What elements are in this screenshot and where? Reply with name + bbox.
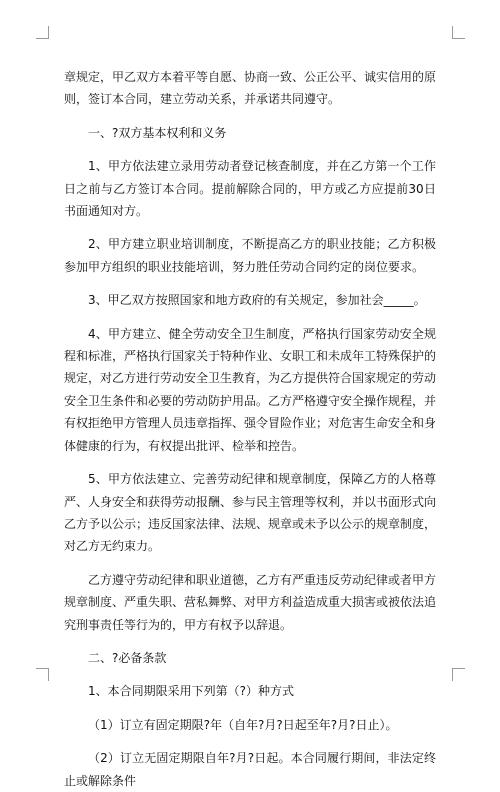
clause-5: 5、甲方依法建立、完善劳动纪律和规章制度，保障乙方的人格尊严、人身安全和获得劳动报酬、参与民主管理等权利，并以书面形式向乙方予以公示；违反国家法律、法规、规章或未予以公示的规章制度，对乙方无约束力。 [64, 472, 437, 554]
intro-paragraph: 章规定，甲乙双方本着平等自愿、协商一致、公正公平、诚实信用的原则，签订本合同，建立劳动关系，并承诺共同遵守。 [64, 70, 437, 107]
clause-2: 2、甲方建立职业培训制度，不断提高乙方的职业技能；乙方积极参加甲方组织的职业技能培训，努力胜任劳动合同约定的岗位要求。 [64, 237, 436, 274]
top-left-crop-mark [36, 26, 49, 39]
clause-5-continued: 乙方遵守劳动纪律和职业道德，乙方有严重违反劳动纪律或者甲方规章制度、严重失职、营私舞弊、对甲方利益造成重大损害或被依法追究刑事责任等行为的，甲方有权予以辞退。 [64, 572, 437, 632]
bottom-right-crop-mark [452, 668, 465, 681]
bottom-left-crop-mark [36, 668, 49, 681]
section-heading-required-terms: 二、?必备条款 [88, 650, 167, 665]
term-option-1: （1）订立有固定期限?年（自年?月?日起至年?月?日止）。 [88, 717, 398, 732]
term-option-2: （2）订立无固定期限自年?月?日起。本合同履行期间，非法定终止或解除条件 [64, 751, 436, 788]
section-heading-rights-duties: 一、?双方基本权利和义务 [88, 125, 227, 140]
top-right-crop-mark [452, 26, 465, 39]
clause-1: 1、甲方依法建立录用劳动者登记核查制度，并在乙方第一个工作日之前与乙方签订本合同。提前解除合同的，甲方或乙方应提前30日书面通知对方。 [64, 159, 436, 219]
clause-4: 4、甲方建立、健全劳动安全卫生制度，严格执行国家劳动安全规程和标准，严格执行国家关于特种作业、女职工和未成年工特殊保护的规定，对乙方进行劳动安全卫生教育，为乙方提供符合国家规定的劳动安全卫生条件和必要的劳动防护用品。乙方严格遵守安全操作规程，并有权拒绝甲方管理人员违章指挥、强令冒险作业；对危害生命安全和身体健康的行为，有权提出批评、检举和控告。 [64, 326, 437, 453]
clause-3: 3、甲乙双方按照国家和地方政府的有关规定，参加社会_____。 [88, 293, 426, 308]
term-clause-1: 1、本合同期限采用下列第（?）种方式 [88, 684, 295, 699]
document-body [64, 66, 436, 792]
